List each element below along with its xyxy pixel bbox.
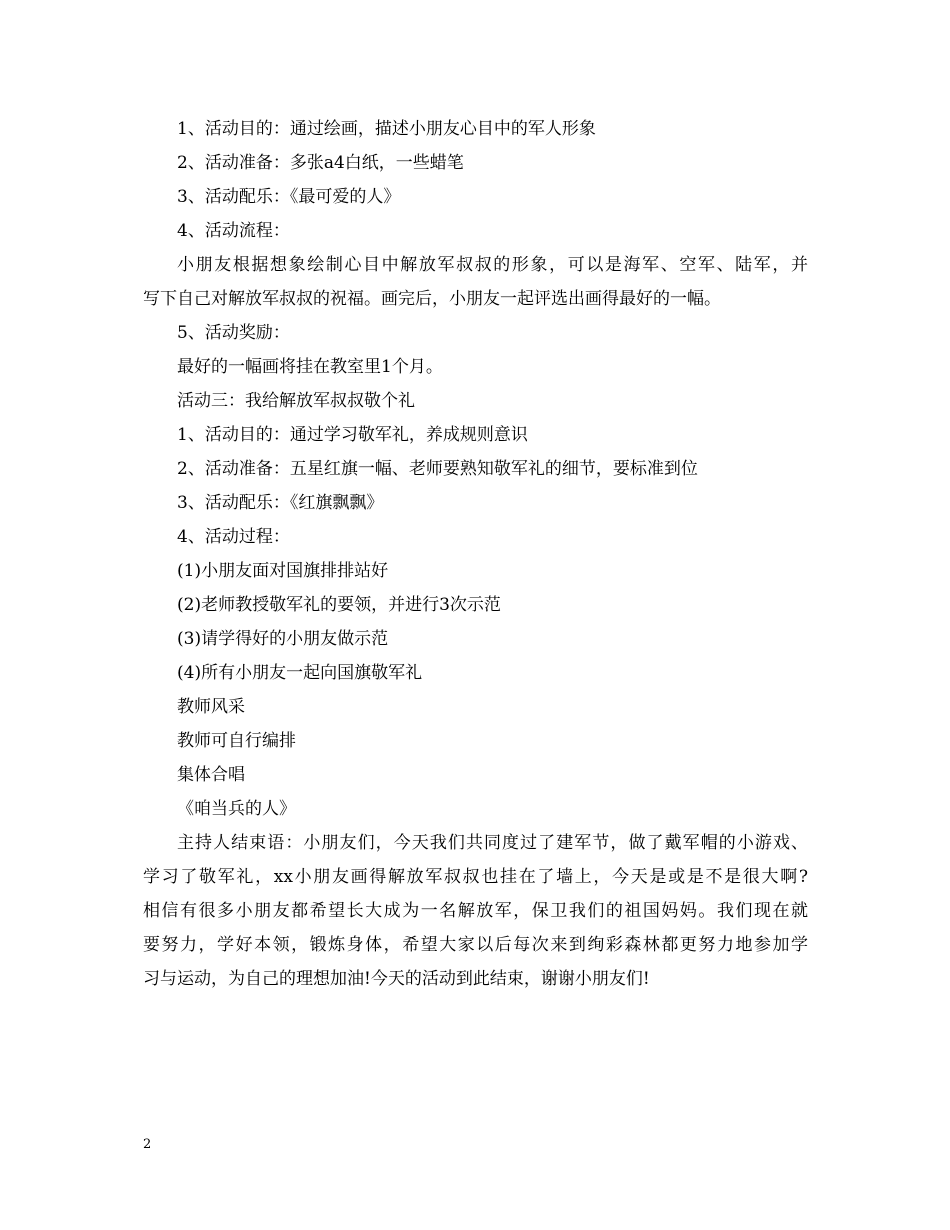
text-line: 2、活动准备：多张a4白纸，一些蜡笔 (177, 153, 464, 173)
text-line: 5、活动奖励： (177, 323, 290, 343)
text-line: 相信有很多小朋友都希望长大成为一名解放军，保卫我们的祖国妈妈。我们现在就 (143, 901, 808, 921)
text-line: 集体合唱 (177, 765, 245, 785)
text-line: 教师可自行编排 (177, 731, 296, 751)
text-line: 3、活动配乐：《最可爱的人》 (177, 187, 401, 207)
text-line: 2、活动准备：五星红旗一幅、老师要熟知敬军礼的细节，要标准到位 (177, 459, 698, 479)
section-heading: 活动三：我给解放军叔叔敬个礼 (177, 391, 415, 411)
text-line: 要努力，学好本领，锻炼身体，希望大家以后每次来到绚彩森林都更努力地参加学 (143, 935, 808, 955)
page-number: 2 (143, 1137, 152, 1152)
text-line: 4、活动过程： (177, 527, 290, 547)
text-line: 写下自己对解放军叔叔的祝福。画完后，小朋友一起评选出画得最好的一幅。 (143, 289, 721, 309)
list-item: (2)老师教授敬军礼的要领，并进行3次示范 (177, 595, 501, 615)
text-line: 3、活动配乐：《红旗飘飘》 (177, 493, 384, 513)
text-line: 学习了敬军礼，xx小朋友画得解放军叔叔也挂在了墙上，今天是或是不是很大啊? (143, 867, 808, 887)
text-line: 教师风采 (177, 697, 245, 717)
text-line: 1、活动目的：通过学习敬军礼，养成规则意识 (177, 425, 528, 445)
text-line: 4、活动流程： (177, 221, 290, 241)
text-line: 最好的一幅画将挂在教室里1个月。 (177, 357, 443, 377)
list-item: (3)请学得好的小朋友做示范 (177, 629, 389, 649)
text-line: 习与运动，为自己的理想加油!今天的活动到此结束，谢谢小朋友们! (143, 969, 650, 989)
list-item: (4)所有小朋友一起向国旗敬军礼 (177, 663, 423, 683)
text-line: 小朋友根据想象绘制心目中解放军叔叔的形象，可以是海军、空军、陆军，并 (177, 255, 808, 275)
list-item: (1)小朋友面对国旗排排站好 (177, 561, 389, 581)
text-line: 1、活动目的：通过绘画，描述小朋友心目中的军人形象 (177, 119, 596, 139)
text-line: 《咱当兵的人》 (177, 799, 296, 819)
text-line: 主持人结束语：小朋友们，今天我们共同度过了建军节，做了戴军帽的小游戏、 (177, 833, 808, 853)
